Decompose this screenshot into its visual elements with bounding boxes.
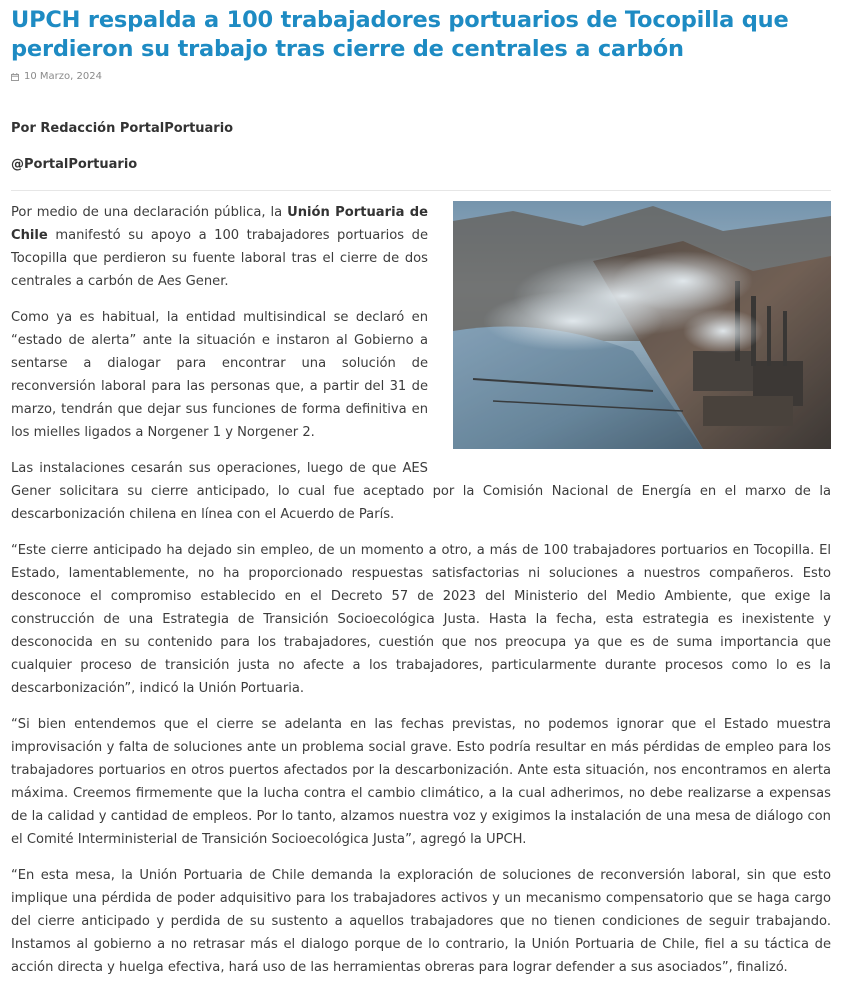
paragraph-1: Por medio de una declaración pública, la Unión Portuaria de Chile manifestó su apoyo a 100 trabajadores portuarios de Tocopilla que perdieron su fuente laboral tras el cierre de dos centrales a carbón de Aes Gener.	[11, 205, 428, 289]
paragraph-2: Como ya es habitual, la entidad multisindical se declaró en “estado de alerta” ante la situación e instaron al Gobierno a sentarse a dialogar para encontrar una solución de reconversión laboral para las personas que, a partir del 31 de marzo, tendrán que dejar sus funciones de forma definitiva en los mielles ligados a Norgener 1 y Norgener 2.	[11, 310, 428, 440]
author-handle[interactable]: @PortalPortuario	[11, 157, 138, 172]
article-photo[interactable]	[453, 201, 831, 449]
paragraph-5: “Si bien entendemos que el cierre se adelanta en las fechas previstas, no podemos ignorar que el Estado muestra improvisación y falta de soluciones ante un problema social grave. Esto podría resultar en más pérdidas de empleo para los trabajadores portuarios en otros puertos afectados por la descarbonización. Ante esta situación, nos encontramos en alerta máxima. Creemos firmemente que la lucha contra el cambio climático, a la cual adherimos, no debe realizarse a expensas de la calidad y cantidad de empleos. Por lo tanto, alzamos nuestra voz y exigimos la instalación de una mesa de diálogo con el Comité Interministerial de Transición Socioecológica Justa”, agregó la UPCH.	[11, 717, 831, 847]
author-byline: Por Redacción PortalPortuario	[11, 121, 234, 136]
article-body	[11, 201, 831, 979]
article-title: UPCH respalda a 100 trabajadores portuarios de Tocopilla que perdieron su trabajo tras cierre de centrales a carbón	[11, 7, 789, 62]
calendar-icon	[11, 73, 19, 81]
paragraph-4: “Este cierre anticipado ha dejado sin empleo, de un momento a otro, a más de 100 trabajadores portuarios en Tocopilla. El Estado, lamentablemente, no ha proporcionado respuestas satisfactorias ni soluciones a nuestros compañeros. Esto desconoce el compromiso establecido en el Decreto 57 de 2023 del Ministerio del Medio Ambiente, que exige la construcción de una Estrategia de Transición Socioecológica Justa. Hasta la fecha, esta estrategia es inexistente y desconocida en su contenido para los trabajadores, cuestión que nos preocupa ya que es de suma importancia que cualquier proceso de transición justa no afecte a los trabajadores, particularmente durante procesos como lo es la descarbonización”, indicó la Unión Portuaria.	[11, 543, 831, 696]
publish-date	[11, 70, 831, 84]
paragraph-3: Las instalaciones cesarán sus operaciones, luego de que AES Gener solicitara su cierre anticipado, lo cual fue aceptado por la Comisión Nacional de Energía en el marxo de la descarbonización chilena en línea con el Acuerdo de París.	[11, 461, 831, 522]
article	[11, 6, 831, 992]
divider	[11, 190, 831, 191]
coastal-power-plant-photo-icon	[453, 201, 831, 449]
org-name: Unión Portuaria de Chile	[11, 205, 428, 243]
paragraph-6: “En esta mesa, la Unión Portuaria de Chile demanda la exploración de soluciones de reconversión laboral, sin que esto implique una pérdida de poder adquisitivo para los trabajadores activos y un mecanismo compensatorio que se haga cargo del cierre anticipado y perdida de su sustento a aquellos trabajadores que no tienen condiciones de seguir trabajando. Instamos al gobierno a no retrasar más el dialogo porque de lo contrario, la Unión Portuaria de Chile, fiel a su táctica de acción directa y huelga efectiva, hará uso de las herramientas obreras para lograr defender a sus asociados”, finalizó.	[11, 868, 831, 975]
publish-date-text: 10 Marzo, 2024	[24, 71, 102, 82]
